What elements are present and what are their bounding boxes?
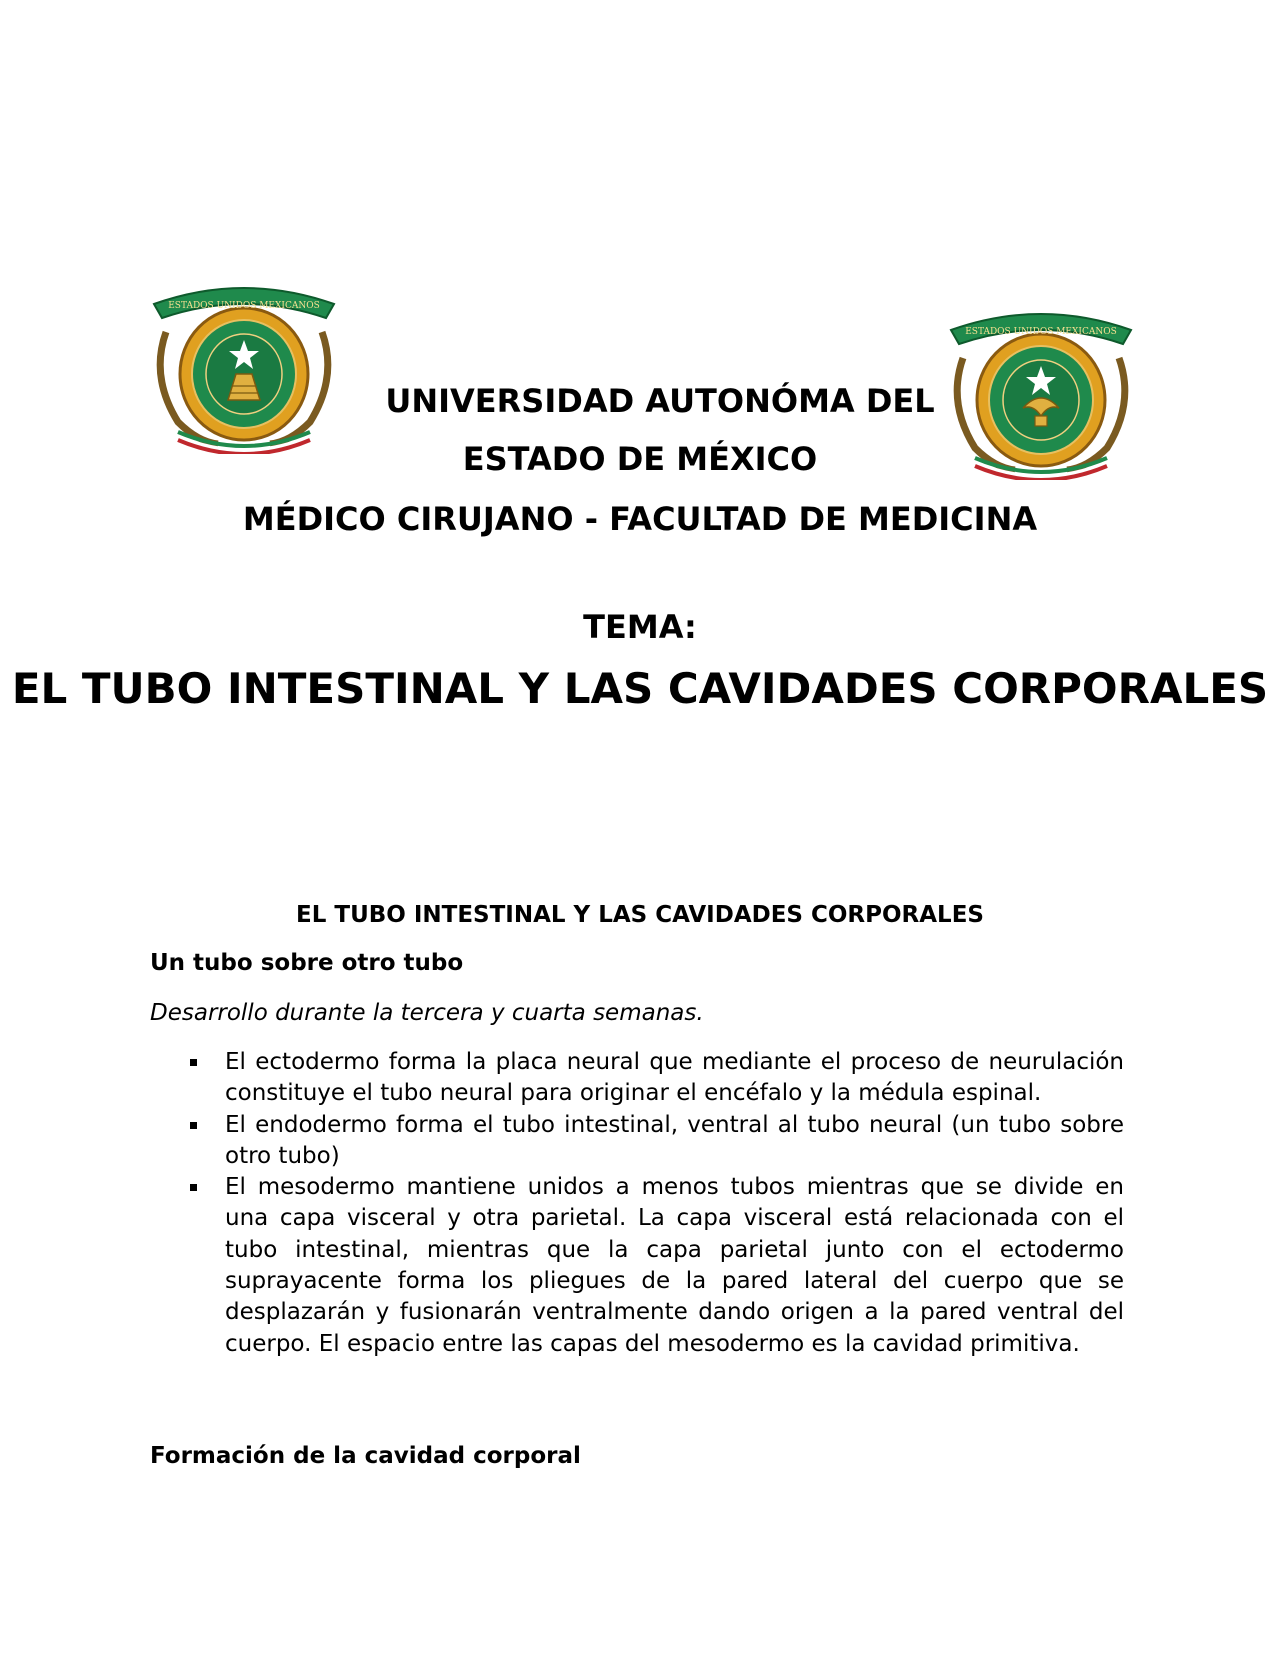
section-title: EL TUBO INTESTINAL Y LAS CAVIDADES CORPORALES <box>296 902 984 928</box>
list-item-text: El ectodermo forma la placa neural que mediante el proceso de neurulación constituye el tubo neural para originar el encéfalo y la médula espinal. <box>225 1049 1124 1107</box>
svg-text:ESTADOS UNIDOS MEXICANOS: ESTADOS UNIDOS MEXICANOS <box>168 301 320 311</box>
svg-text:ESTADOS UNIDOS MEXICANOS: ESTADOS UNIDOS MEXICANOS <box>965 327 1117 337</box>
bullet-square-icon <box>190 1122 197 1129</box>
tema-title: EL TUBO INTESTINAL Y LAS CAVIDADES CORPORALES <box>11 664 1269 713</box>
tema-label: TEMA: <box>583 608 697 646</box>
list-item-text: El endodermo forma el tubo intestinal, ventral al tubo neural (un tubo sobre otro tubo) <box>225 1111 1124 1169</box>
list-item <box>188 1172 1124 1360</box>
intro-text: Desarrollo durante la tercera y cuarta semanas. <box>150 1000 704 1026</box>
bullet-square-icon <box>190 1059 197 1066</box>
next-heading: Formación de la cavidad corporal <box>150 1443 581 1469</box>
university-seal-left-icon <box>148 282 340 454</box>
list-item-text: El mesodermo mantiene unidos a menos tubos mientras que se divide en una capa visceral y otra parietal. La capa visceral está relacionada con el tubo intestinal, mientras que la capa parietal junto con el ectodermo suprayacente forma los pliegues de la pared lateral del cuerpo que se desplazarán y fusionarán ventralmente dando origen a la pared ventral del cuerpo. El espacio entre las capas del mesodermo es la cavidad primitiva. <box>225 1174 1124 1357</box>
bullet-square-icon <box>190 1184 197 1191</box>
faculty-name: MÉDICO CIRUJANO - FACULTAD DE MEDICINA <box>242 500 1038 538</box>
subtitle: Un tubo sobre otro tubo <box>150 950 464 976</box>
university-name-line2: ESTADO DE MÉXICO <box>462 440 818 478</box>
list-item <box>188 1110 1124 1173</box>
list-item <box>188 1047 1124 1110</box>
university-name-line1: UNIVERSIDAD AUTONÓMA DEL <box>385 382 935 420</box>
bullet-list <box>188 1047 1124 1360</box>
